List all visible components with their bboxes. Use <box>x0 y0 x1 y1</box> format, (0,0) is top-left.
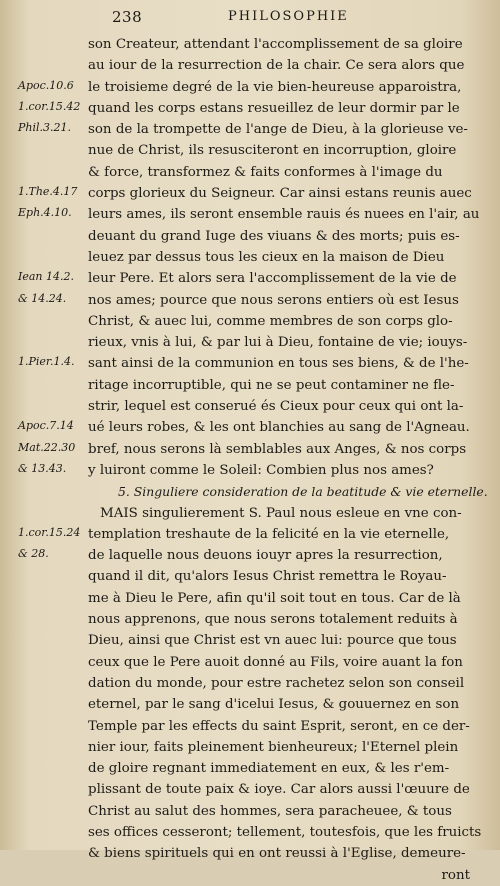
line-text: strir, lequel est conserué és Cieux pour ceux qui ont la- <box>88 399 464 415</box>
text-line <box>0 417 500 438</box>
text-line <box>0 439 500 460</box>
line-text: leurs ames, ils seront ensemble rauis és nuees en l'air, au <box>88 207 480 223</box>
text-line <box>0 290 500 311</box>
line-text: Christ, & auec lui, comme membres de son corps glo- <box>88 313 453 329</box>
text-line <box>0 652 500 673</box>
line-text: Temple par les effects du saint Esprit, seront, en ce der- <box>88 718 470 734</box>
text-line <box>0 226 500 247</box>
line-text: leur Pere. Et alors sera l'accomplissement de la vie de <box>88 271 457 287</box>
line-text: ses offices cesseront; tellement, toutesfois, que les fruicts <box>88 824 482 840</box>
margin-reference: & 14.24. <box>18 291 67 305</box>
line-text: son de la trompette de l'ange de Dieu, à la glorieuse ve- <box>88 122 468 138</box>
text-line <box>0 119 500 140</box>
line-text: ritage incorruptible, qui ne se peut contaminer ne fle- <box>88 377 455 393</box>
text-line <box>0 588 500 609</box>
line-text: eternel, par le sang d'icelui Iesus, & gouuernez en son <box>88 697 460 713</box>
text-line <box>0 716 500 737</box>
line-text: Christ au salut des hommes, sera paracheuee, & tous <box>88 803 452 819</box>
page-number: 238 <box>112 8 143 26</box>
text-line <box>0 375 500 396</box>
line-text: nous apprenons, que nous serons totalement reduits à <box>88 612 458 628</box>
text-line <box>0 694 500 715</box>
text-body <box>0 34 500 886</box>
line-text: & force, transformez & faits conformes à l'image du <box>88 164 443 180</box>
line-text: de laquelle nous deuons iouyr apres la resurrection, <box>88 548 443 564</box>
text-line <box>0 332 500 353</box>
line-text: au iour de la resurrection de la chair. Ce sera alors que <box>88 58 465 74</box>
line-text: bref, nous serons là semblables aux Anges, & nos corps <box>88 441 467 457</box>
text-line <box>0 779 500 800</box>
text-line <box>0 545 500 566</box>
text-line <box>0 34 500 55</box>
line-text: leuez par dessus tous les cieux en la maison de Dieu <box>88 249 445 265</box>
line-text: rieux, vnis à lui, & par lui à Dieu, fontaine de vie; iouys- <box>88 335 468 351</box>
line-text: & biens spirituels qui en ont reussi à l'Eglise, demeure- <box>88 846 466 862</box>
line-text: quand il dit, qu'alors Iesus Christ remettra le Royau- <box>88 569 447 585</box>
line-text: de gloire regnant immediatement en eux, & les r'em- <box>88 761 450 777</box>
text-line <box>0 566 500 587</box>
line-text: ront <box>441 867 470 883</box>
line-text: Dieu, ainsi que Christ est vn auec lui: pource que tous <box>88 633 457 649</box>
margin-reference: Phil.3.21. <box>18 121 72 135</box>
line-text: nos ames; pource que nous serons entiers où est Iesus <box>88 292 459 308</box>
margin-reference: Eph.4.10. <box>18 206 72 220</box>
section-heading <box>0 481 500 502</box>
text-line <box>0 822 500 843</box>
margin-reference: Apoc.7.14 <box>18 419 74 433</box>
margin-reference: & 28. <box>18 547 49 561</box>
line-text: le troisieme degré de la vie bien-heureuse apparoistra, <box>88 79 462 95</box>
line-text: 5. Singuliere consideration de la beatitude & vie eternelle. <box>118 484 488 500</box>
running-head: PHILOSOPHIE <box>228 9 349 24</box>
text-line <box>0 609 500 630</box>
line-text: me à Dieu le Pere, afin qu'il soit tout en tous. Car de là <box>88 590 461 606</box>
page-header <box>0 8 500 28</box>
line-text: ué leurs robes, & les ont blanchies au sang de l'Agneau. <box>88 420 470 436</box>
text-line <box>0 396 500 417</box>
margin-reference: & 13.43. <box>18 461 67 475</box>
margin-reference: Iean 14.2. <box>18 270 74 284</box>
text-line <box>0 460 500 481</box>
text-line <box>0 140 500 161</box>
catchword <box>0 865 500 886</box>
text-line <box>0 204 500 225</box>
margin-reference: 1.cor.15.24 <box>18 525 81 539</box>
margin-reference: Apoc.10.6 <box>18 78 74 92</box>
text-line <box>0 162 500 183</box>
text-line <box>0 673 500 694</box>
text-line <box>0 843 500 864</box>
line-text: y luiront comme le Soleil: Combien plus nos ames? <box>88 462 434 478</box>
line-text: dation du monde, pour estre rachetez selon son conseil <box>88 675 465 691</box>
margin-reference: 1.Pier.1.4. <box>18 355 75 369</box>
text-line <box>0 737 500 758</box>
line-text: nue de Christ, ils resusciteront en incorruption, gloire <box>88 143 457 159</box>
margin-reference: Mat.22.30 <box>18 440 76 454</box>
text-line <box>0 183 500 204</box>
text-line <box>0 524 500 545</box>
line-text: nier iour, faits pleinement bienheureux; l'Eternel plein <box>88 739 459 755</box>
text-line <box>0 55 500 76</box>
line-text: deuant du grand Iuge des viuans & des morts; puis es- <box>88 228 460 244</box>
line-text: plissant de toute paix & ioye. Car alors aussi l'œuure de <box>88 782 470 798</box>
line-text: corps glorieux du Seigneur. Car ainsi estans reunis auec <box>88 186 472 202</box>
text-line <box>0 268 500 289</box>
text-line <box>0 98 500 119</box>
text-line <box>0 353 500 374</box>
text-line <box>0 311 500 332</box>
margin-reference: 1.cor.15.42 <box>18 99 81 113</box>
margin-reference: 1.The.4.17 <box>18 185 78 199</box>
text-line <box>0 801 500 822</box>
text-line <box>0 503 500 524</box>
line-text: sant ainsi de la communion en tous ses biens, & de l'he- <box>88 356 469 372</box>
text-line <box>0 758 500 779</box>
line-text: ceux que le Pere auoit donné au Fils, voire auant la fon <box>88 654 463 670</box>
text-line <box>0 247 500 268</box>
line-text: MAIS singulierement S. Paul nous esleue en vne con- <box>100 505 462 521</box>
text-line <box>0 630 500 651</box>
line-text: son Createur, attendant l'accomplissement de sa gloire <box>88 37 463 52</box>
line-text: quand les corps estans resueillez de leur dormir par le <box>88 100 460 116</box>
text-line <box>0 77 500 98</box>
line-text: templation treshaute de la felicité en la vie eternelle, <box>88 526 450 542</box>
